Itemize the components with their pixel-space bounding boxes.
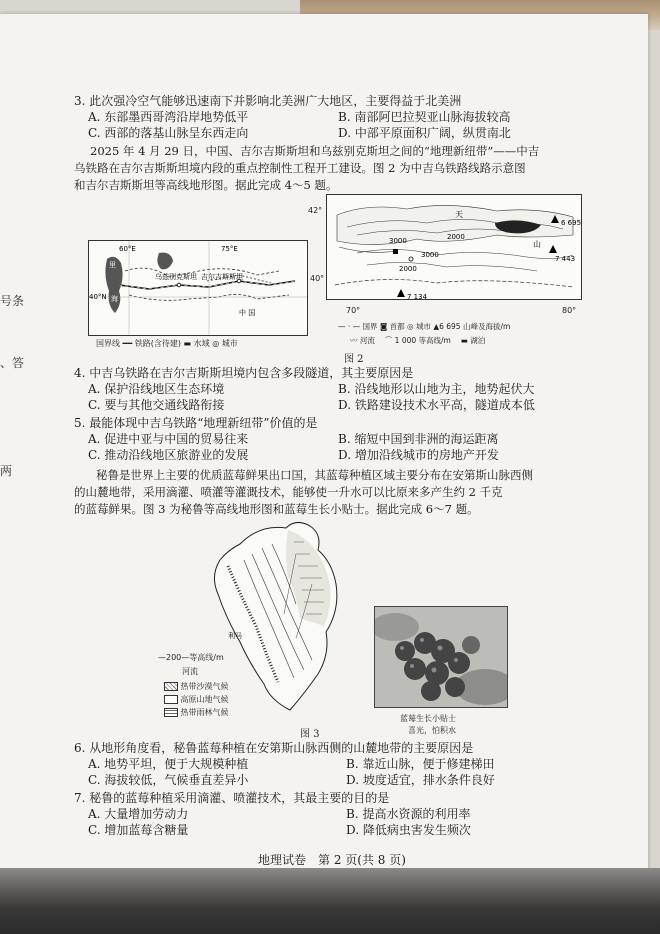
q4-option-b[interactable]: B. 沿线地形以山地为主，地势起伏大 — [338, 382, 535, 396]
fig3-caption: 图 3 — [300, 729, 320, 740]
q7-stem: 7. 秘鲁的蓝莓种植采用滴灌、喷灌技术，其最主要的目的是 — [74, 791, 390, 805]
q7-option-b[interactable]: B. 提高水资源的利用率 — [346, 807, 471, 821]
q3-stem: 3. 此次强冷空气能够迅速南下并影响北美洲广大地区，主要得益于北美洲 — [74, 94, 462, 108]
contour-label-2000-b: 2000 — [399, 265, 417, 273]
fig2-contour-drawing — [327, 195, 581, 299]
q5-option-c[interactable]: C. 推动沿线地区旅游业的发展 — [88, 448, 249, 462]
peak-label-7134: 7 134 — [407, 293, 428, 299]
q4-option-c[interactable]: C. 要与其他交通线路衔接 — [88, 398, 225, 412]
q5-option-b[interactable]: B. 缩短中国到非洲的海运距离 — [338, 432, 499, 446]
q5-option-d[interactable]: D. 增加沿线城市的房地产开发 — [338, 448, 499, 462]
margin-fragment: 两 — [0, 464, 13, 478]
q3-option-b[interactable]: B. 南部阿巴拉契亚山脉海拔较高 — [338, 110, 511, 124]
intro-railway-line2: 乌铁路在吉尔吉斯斯坦境内段的重点控制性工程开工建设。图 2 为中吉乌铁路线路示意图 — [74, 161, 526, 175]
fig3-legend-desert: 热带沙漠气候 — [164, 680, 229, 694]
contour-label-3000-a: 3000 — [389, 237, 407, 245]
q3-option-a[interactable]: A. 东部墨西哥湾沿岸地势低平 — [88, 110, 249, 124]
fig3-legend-rainforest: 热带雨林气候 — [164, 706, 229, 720]
q4-option-d[interactable]: D. 铁路建设技术水平高，隧道成本低 — [338, 398, 535, 412]
label-china: 中 国 — [239, 309, 256, 317]
fig3-legend-highland: 高原山地气候 — [164, 693, 229, 707]
photo-caption-line2: 喜光，怕积水 — [408, 726, 456, 735]
legend-capital: 首都 — [389, 322, 405, 331]
q6-stem: 6. 从地形角度看，秘鲁蓝莓种植在安第斯山脉西侧的山麓地带的主要原因是 — [74, 741, 474, 755]
lat-label-42: 42° — [308, 206, 323, 215]
q5-stem: 5. 最能体现中吉乌铁路“地理新纽带”价值的是 — [74, 416, 318, 430]
q7-option-d[interactable]: D. 降低病虫害发生频次 — [346, 823, 471, 837]
exam-page — [0, 14, 648, 880]
intro-blueberry-line2: 的山麓地带，采用滴灌、喷灌等灌溉技术，能够使一升水可以比原来多产生约 2 千克 — [74, 485, 503, 499]
fig2-railway-map-drawing — [89, 241, 307, 335]
blueberry-photo-drawing — [375, 607, 507, 707]
peak-label-7443: 7 443 — [555, 255, 576, 263]
q4-stem: 4. 中吉乌铁路在吉尔吉斯斯坦境内包含多段隧道，其主要原因是 — [74, 366, 414, 380]
fig3-legend-contour: —200—等高线/m — [158, 653, 224, 662]
contour-label-3000-b: 3000 — [421, 251, 439, 259]
peak-label-6695: 6 695 — [561, 219, 581, 227]
lat-label-40n: 40°N — [89, 293, 107, 301]
fig3-legend-river: 河流 — [182, 667, 198, 676]
label-shan: 山 — [533, 240, 541, 249]
q6-option-c[interactable]: C. 海拔较低，气候垂直差异小 — [88, 773, 249, 787]
fig2-left-legend: 国界线 ━━ 铁路(含待建) ▬ 水域 ◎ 城市 — [96, 339, 238, 348]
q7-option-a[interactable]: A. 大量增加劳动力 — [88, 807, 189, 821]
intro-blueberry-line3: 的蓝莓鲜果。图 3 为秘鲁等高线地形图和蓝莓生长小贴士。据此完成 6～7 题。 — [74, 502, 479, 516]
q7-option-c[interactable]: C. 增加蓝莓含糖量 — [88, 823, 189, 837]
contour-label-2000-a: 2000 — [447, 233, 465, 241]
fig2-railway-map — [88, 240, 308, 336]
fig2-right-legend-row1: — · — 国界 ◙ 首都 ◎ 城市 ▲6 695 山峰及海拔/m — [338, 322, 511, 331]
legend-contour: 1 000 等高线/m — [394, 336, 451, 345]
q3-option-c[interactable]: C. 西部的落基山脉呈东西走向 — [88, 126, 249, 140]
legend-national-border: 国界 — [362, 322, 378, 331]
page-footer: 地理试卷 第 2 页(共 8 页) — [258, 853, 406, 867]
lon-label-75: 75°E — [221, 245, 238, 253]
intro-blueberry-line1: 秘鲁是世界上主要的优质蓝莓鲜果出口国，其蓝莓种植区域主要分布在安第斯山脉西侧 — [96, 468, 533, 482]
q6-option-b[interactable]: B. 靠近山脉，便于修建梯田 — [346, 757, 495, 771]
legend-city-right: 城市 — [415, 322, 431, 331]
photo-caption-line1: 蓝莓生长小贴士 — [400, 714, 456, 723]
legend-water: 水域 — [193, 339, 210, 348]
fig2-right-legend-row2: 〰 河流 ⌒ 1 000 等高线/m ▬ 湖泊 — [350, 336, 486, 345]
lat-label-40: 40° — [310, 274, 325, 283]
label-uzbekistan: 乌兹别克斯坦 — [155, 273, 197, 281]
lon-label-80: 80° — [562, 306, 577, 315]
q6-option-d[interactable]: D. 坡度适宜，排水条件良好 — [346, 773, 495, 787]
legend-lake: 湖泊 — [470, 336, 486, 345]
desk-surface-bottom — [0, 868, 660, 934]
legend-river: 河流 — [359, 336, 375, 345]
label-lima: 利马 — [228, 632, 242, 640]
q3-option-d[interactable]: D. 中部平原面积广阔，纵贯南北 — [338, 126, 511, 140]
label-caspian-2: 海 — [111, 295, 118, 303]
legend-city: 城市 — [221, 339, 238, 348]
q4-option-a[interactable]: A. 保护沿线地区生态环境 — [88, 382, 225, 396]
legend-peak: 6 695 山峰及海拔/m — [439, 322, 511, 331]
label-caspian-1: 里 — [109, 261, 116, 269]
q6-option-a[interactable]: A. 地势平坦，便于大规模种植 — [88, 757, 249, 771]
label-tian: 天 — [455, 210, 463, 219]
legend-railway: 铁路(含待建) — [134, 339, 181, 348]
margin-fragment: 、答 — [0, 356, 25, 370]
fig2-caption: 图 2 — [344, 354, 364, 365]
q5-option-a[interactable]: A. 促进中亚与中国的贸易往来 — [88, 432, 249, 446]
intro-railway-line1: 2025 年 4 月 29 日，中国、吉尔吉斯斯坦和乌兹别克斯坦之间的“地理新纽带”——中吉 — [90, 144, 540, 158]
intro-railway-line3: 和吉尔吉斯斯坦等高线地形图。据此完成 4～5 题。 — [74, 178, 338, 192]
blueberry-photo — [374, 606, 508, 708]
label-kyrgyzstan: 吉尔吉斯斯坦 — [201, 273, 243, 281]
margin-fragment: 号条 — [0, 294, 25, 308]
legend-border: 国界线 — [96, 339, 120, 348]
lon-label-60: 60°E — [119, 245, 136, 253]
fig2-contour-map — [326, 194, 582, 300]
lon-label-70: 70° — [346, 306, 361, 315]
